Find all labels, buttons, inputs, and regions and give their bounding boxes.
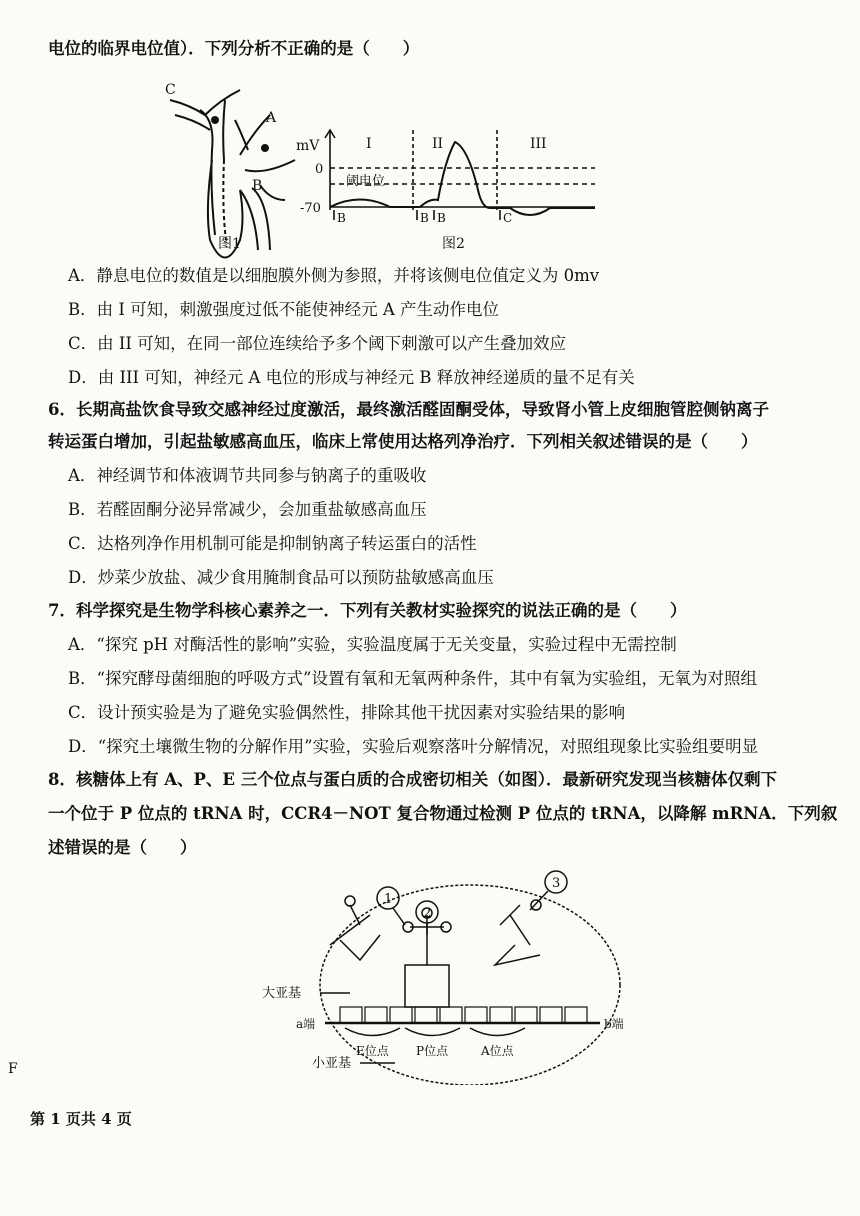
fig2-stim-b1: B [337, 211, 346, 225]
q8-stem-line3: 述错误的是（ ） [48, 838, 197, 857]
fig2-stim-b3: B [437, 211, 446, 225]
q8-stem-line1: 8．核糖体上有 A、P、E 三个位点与蛋白质的合成密切相关（如图）．最新研究发现当核糖体仅剩下 [48, 770, 778, 789]
q6-option-a: A．神经调节和体液调节共同参与钠离子的重吸收 [68, 466, 427, 485]
fig1-label-b: B [252, 178, 263, 194]
q5-option-a: A．静息电位的数值是以细胞膜外侧为参照，并将该侧电位值定义为 0mv [68, 266, 600, 285]
b-end-label: b端 [604, 1017, 624, 1031]
p-site-label: P位点 [416, 1044, 449, 1058]
q5-option-b: B．由 I 可知，刺激强度过低不能使神经元 A 产生动作电位 [68, 300, 500, 319]
q7-option-c: C．设计预实验是为了避免实验偶然性，排除其他干扰因素对实验结果的影响 [68, 703, 626, 722]
e-site-label: E位点 [356, 1044, 389, 1058]
ribosome-number-2: 2 [423, 906, 432, 921]
q6-stem-line2: 转运蛋白增加，引起盐敏感高血压，临床上常使用达格列净治疗．下列相关叙述错误的是（ ） [48, 432, 758, 451]
fig2-caption: 图2 [442, 236, 465, 252]
fig2-section3: III [530, 136, 547, 152]
ribosome-number-3: 3 [552, 876, 561, 891]
q6-option-b: B．若醛固酮分泌异常减少，会加重盐敏感高血压 [68, 500, 427, 519]
ribosome-number-1: 1 [384, 892, 393, 907]
page-footer: 第 1 页共 4 页 [30, 1110, 132, 1128]
q6-stem-line1: 6．长期高盐饮食导致交感神经过度激活，最终激活醛固酮受体，导致肾小管上皮细胞管腔侧钠离子 [48, 400, 769, 419]
q7-option-b: B．“探究酵母菌细胞的呼吸方式”设置有氧和无氧两种条件，其中有氧为实验组，无氧为对照组 [68, 669, 757, 688]
fig2-section1: I [366, 136, 372, 152]
a-site-label: A位点 [481, 1044, 514, 1058]
q6-option-c: C．达格列净作用机制可能是抑制钠离子转运蛋白的活性 [68, 534, 477, 553]
q7-option-d: D．“探究土壤微生物的分解作用”实验，实验后观察落叶分解情况，对照组现象比实验组要明显 [68, 737, 759, 756]
fig2-unit: mV [296, 138, 320, 154]
ribosome-diagram [0, 865, 860, 1085]
fig2-stim-c: C [503, 211, 513, 225]
fig2-zero: 0 [315, 162, 324, 177]
neuron-a-nucleus [261, 144, 269, 152]
figure1-neurons [170, 90, 295, 258]
fig1-caption: 图1 [218, 236, 241, 252]
q5-option-d: D．由 III 可知，神经元 A 电位的形成与神经元 B 释放神经递质的量不足有关 [68, 368, 635, 387]
fig2-section2: II [432, 136, 444, 152]
q8-stem-line2: 一个位于 P 位点的 tRNA 时，CCR4－NOT 复合物通过检测 P 位点的 tRNA，以降解 mRNA．下列叙 [48, 804, 838, 823]
fig2-stim-b2: B [420, 211, 429, 225]
fig1-label-a: A [266, 110, 277, 126]
question-stem-continuation: 电位的临界电位值）．下列分析不正确的是（ ） [48, 39, 420, 58]
a-end-label: a端 [296, 1017, 316, 1031]
q7-stem: 7．科学探究是生物学科核心素养之一．下列有关教材实验探究的说法正确的是（ ） [48, 601, 687, 620]
fig2-threshold: 阈电位 [346, 174, 386, 189]
fig1-label-c: C [165, 82, 176, 98]
neuron-c-nucleus [211, 116, 219, 124]
small-subunit-label: 小亚基 [312, 1056, 352, 1071]
q6-option-d: D．炒菜少放盐、减少食用腌制食品可以预防盐敏感高血压 [68, 568, 494, 587]
q5-option-c: C．由 II 可知，在同一部位连续给予多个阈下刺激可以产生叠加效应 [68, 334, 567, 353]
margin-mark: F [8, 1061, 18, 1077]
large-subunit-label: 大亚基 [262, 986, 302, 1001]
q7-option-a: A．“探究 pH 对酶活性的影响”实验，实验温度属于无关变量，实验过程中无需控制 [68, 635, 677, 654]
fig2-minus70: -70 [300, 201, 321, 216]
